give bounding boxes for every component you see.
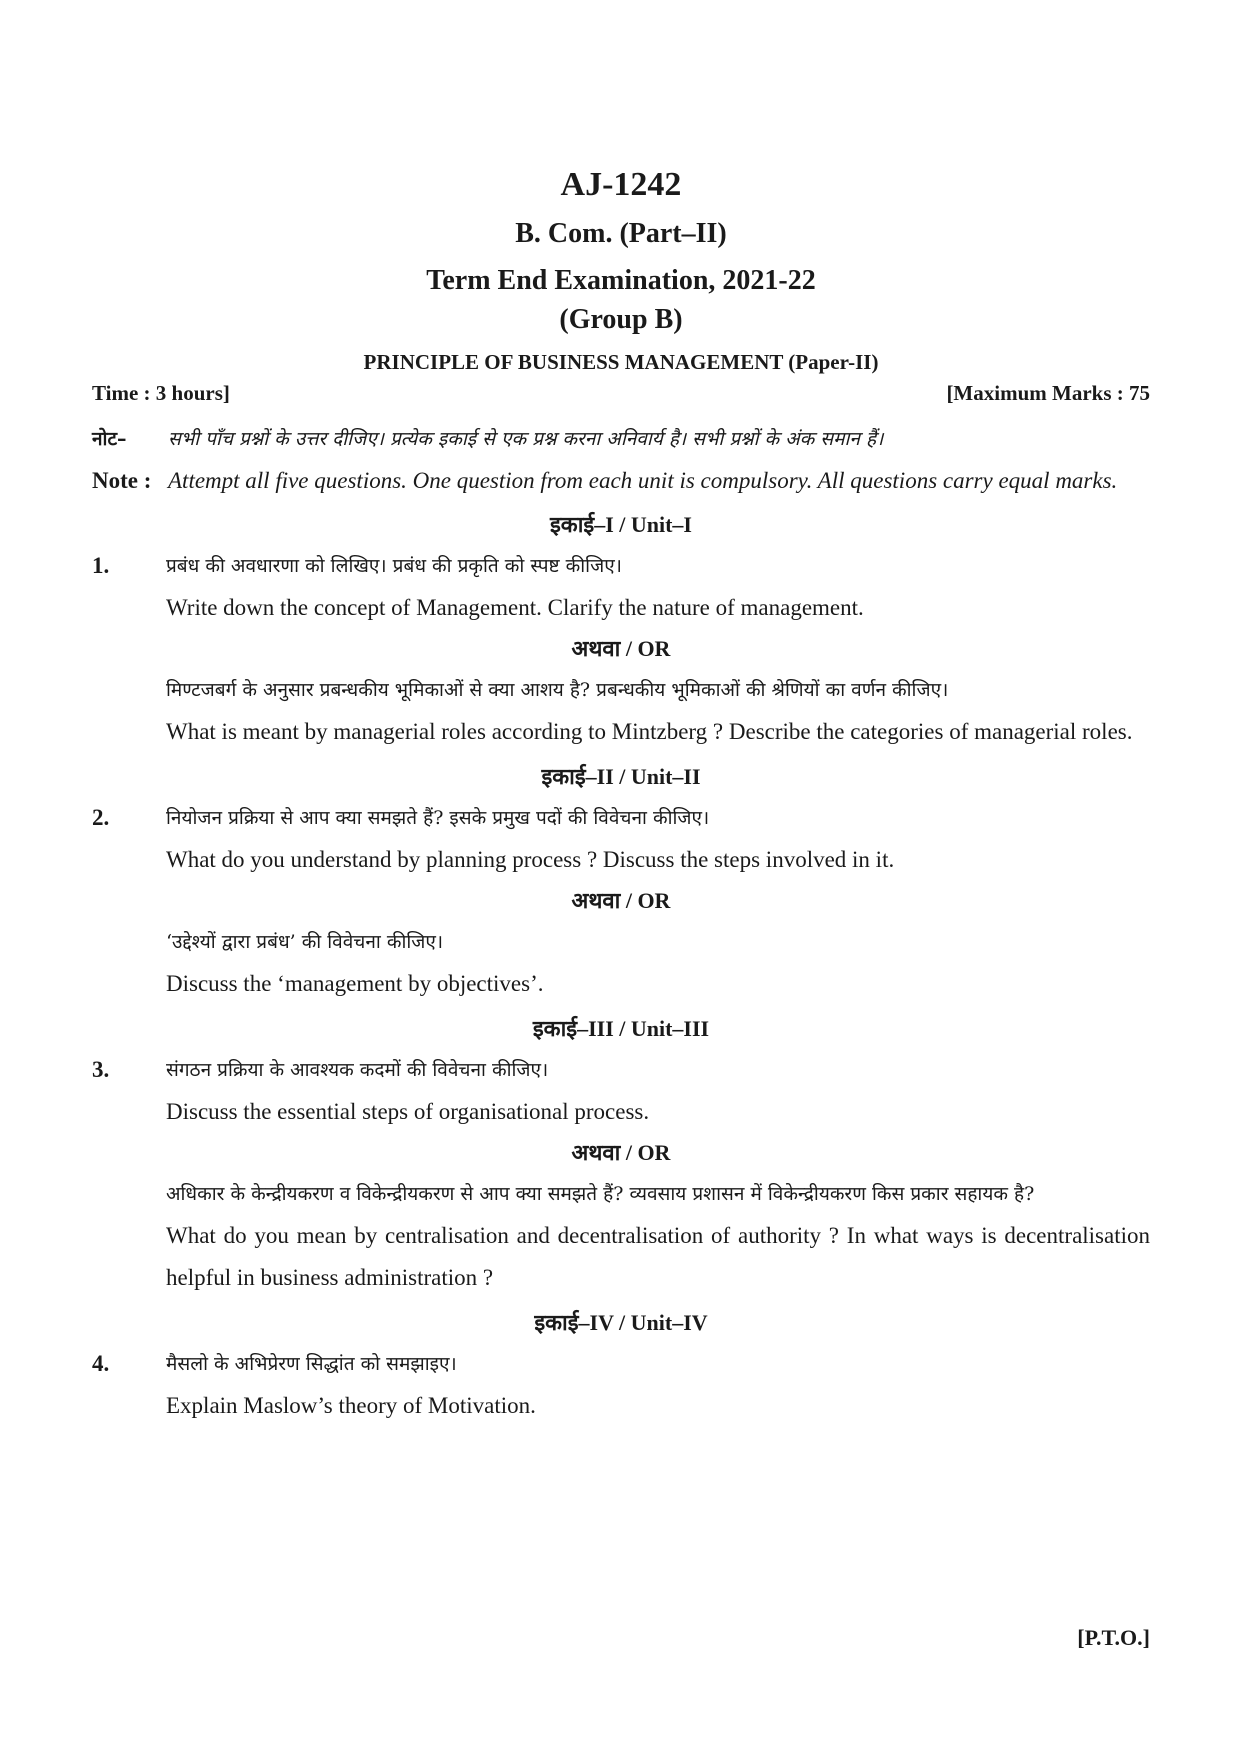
note-english-label: Note : bbox=[92, 468, 152, 493]
paper-code: AJ-1242 bbox=[560, 166, 682, 203]
question-1-alternative bbox=[92, 669, 1150, 753]
question-hindi: मैसलो के अभिप्रेरण सिद्धांत को समझाइए। bbox=[166, 1353, 457, 1375]
note-hindi-text: सभी पाँच प्रश्नों के उत्तर दीजिए। प्रत्येक इकाई से एक प्रश्न करना अनिवार्य है। सभी प्रश्नों के अंक समान हैं। bbox=[168, 428, 884, 450]
question-number: 2. bbox=[92, 805, 110, 830]
alternative-english: Discuss the ‘management by objectives’. bbox=[166, 971, 544, 996]
question-hindi: प्रबंध की अवधारणा को लिखिए। प्रबंध की प्रकृति को स्पष्ट कीजिए। bbox=[166, 555, 622, 577]
alternative-hindi: अधिकार के केन्द्रीयकरण व विकेन्द्रीयकरण से आप क्या समझते हैं? व्यवसाय प्रशासन में विकेन्द्रीयकरण किस प्रकार सहायक है? bbox=[166, 1183, 1035, 1205]
time-allowed: Time : 3 hours] bbox=[92, 381, 230, 405]
unit-heading: इकाई–III / Unit–III bbox=[532, 1016, 710, 1041]
course-name: B. Com. (Part–II) bbox=[515, 218, 727, 249]
question-3 bbox=[92, 1049, 1150, 1133]
exam-name: Term End Examination, 2021-22 bbox=[426, 265, 816, 296]
question-number: 4. bbox=[92, 1351, 110, 1376]
question-4 bbox=[92, 1343, 1150, 1427]
note-english bbox=[92, 460, 1150, 501]
unit-heading: इकाई–I / Unit–I bbox=[550, 512, 692, 537]
question-english: Discuss the essential steps of organisational process. bbox=[166, 1099, 650, 1124]
unit-heading: इकाई–II / Unit–II bbox=[541, 764, 701, 789]
or-separator: अथवा / OR bbox=[571, 636, 671, 661]
question-number: 1. bbox=[92, 553, 110, 578]
note-english-text: Attempt all five questions. One question from each unit is compulsory. All questions carry equal marks. bbox=[168, 468, 1118, 493]
note-hindi bbox=[92, 419, 1150, 460]
exam-header bbox=[92, 0, 1150, 377]
question-english: What do you understand by planning process ? Discuss the steps involved in it. bbox=[166, 847, 895, 872]
unit-heading: इकाई–IV / Unit–IV bbox=[534, 1310, 708, 1335]
note-hindi-label: नोट– bbox=[92, 428, 127, 450]
question-english: Write down the concept of Management. Clarify the nature of management. bbox=[166, 595, 864, 620]
group-name: (Group B) bbox=[559, 304, 683, 335]
question-hindi: नियोजन प्रक्रिया से आप क्या समझते हैं? इसके प्रमुख पदों की विवेचना कीजिए। bbox=[166, 807, 710, 829]
alternative-hindi: मिण्टजबर्ग के अनुसार प्रबन्धकीय भूमिकाओं से क्या आशय है? प्रबन्धकीय भूमिकाओं की श्रेणियों का वर्णन कीजिए। bbox=[166, 679, 949, 701]
alternative-english: What do you mean by centralisation and decentralisation of authority ? In what ways is decentralisation helpful in business administration ? bbox=[166, 1223, 1150, 1290]
question-1 bbox=[92, 545, 1150, 629]
please-turn-over: [P.T.O.] bbox=[1077, 1625, 1150, 1650]
alternative-english: What is meant by managerial roles according to Mintzberg ? Describe the categories of managerial roles. bbox=[166, 719, 1133, 744]
exam-meta bbox=[92, 379, 1150, 407]
question-english: Explain Maslow’s theory of Motivation. bbox=[166, 1393, 536, 1418]
question-2-alternative bbox=[92, 921, 1150, 1005]
question-3-alternative bbox=[92, 1173, 1150, 1299]
alternative-hindi: ‘उद्देश्यों द्वारा प्रबंध’ की विवेचना कीजिए। bbox=[166, 931, 444, 953]
or-separator: अथवा / OR bbox=[571, 1140, 671, 1165]
subject-title: PRINCIPLE OF BUSINESS MANAGEMENT (Paper-II) bbox=[363, 350, 879, 374]
maximum-marks: [Maximum Marks : 75 bbox=[946, 381, 1150, 405]
question-hindi: संगठन प्रक्रिया के आवश्यक कदमों की विवेचना कीजिए। bbox=[166, 1059, 549, 1081]
or-separator: अथवा / OR bbox=[571, 888, 671, 913]
question-number: 3. bbox=[92, 1057, 110, 1082]
question-2 bbox=[92, 797, 1150, 881]
